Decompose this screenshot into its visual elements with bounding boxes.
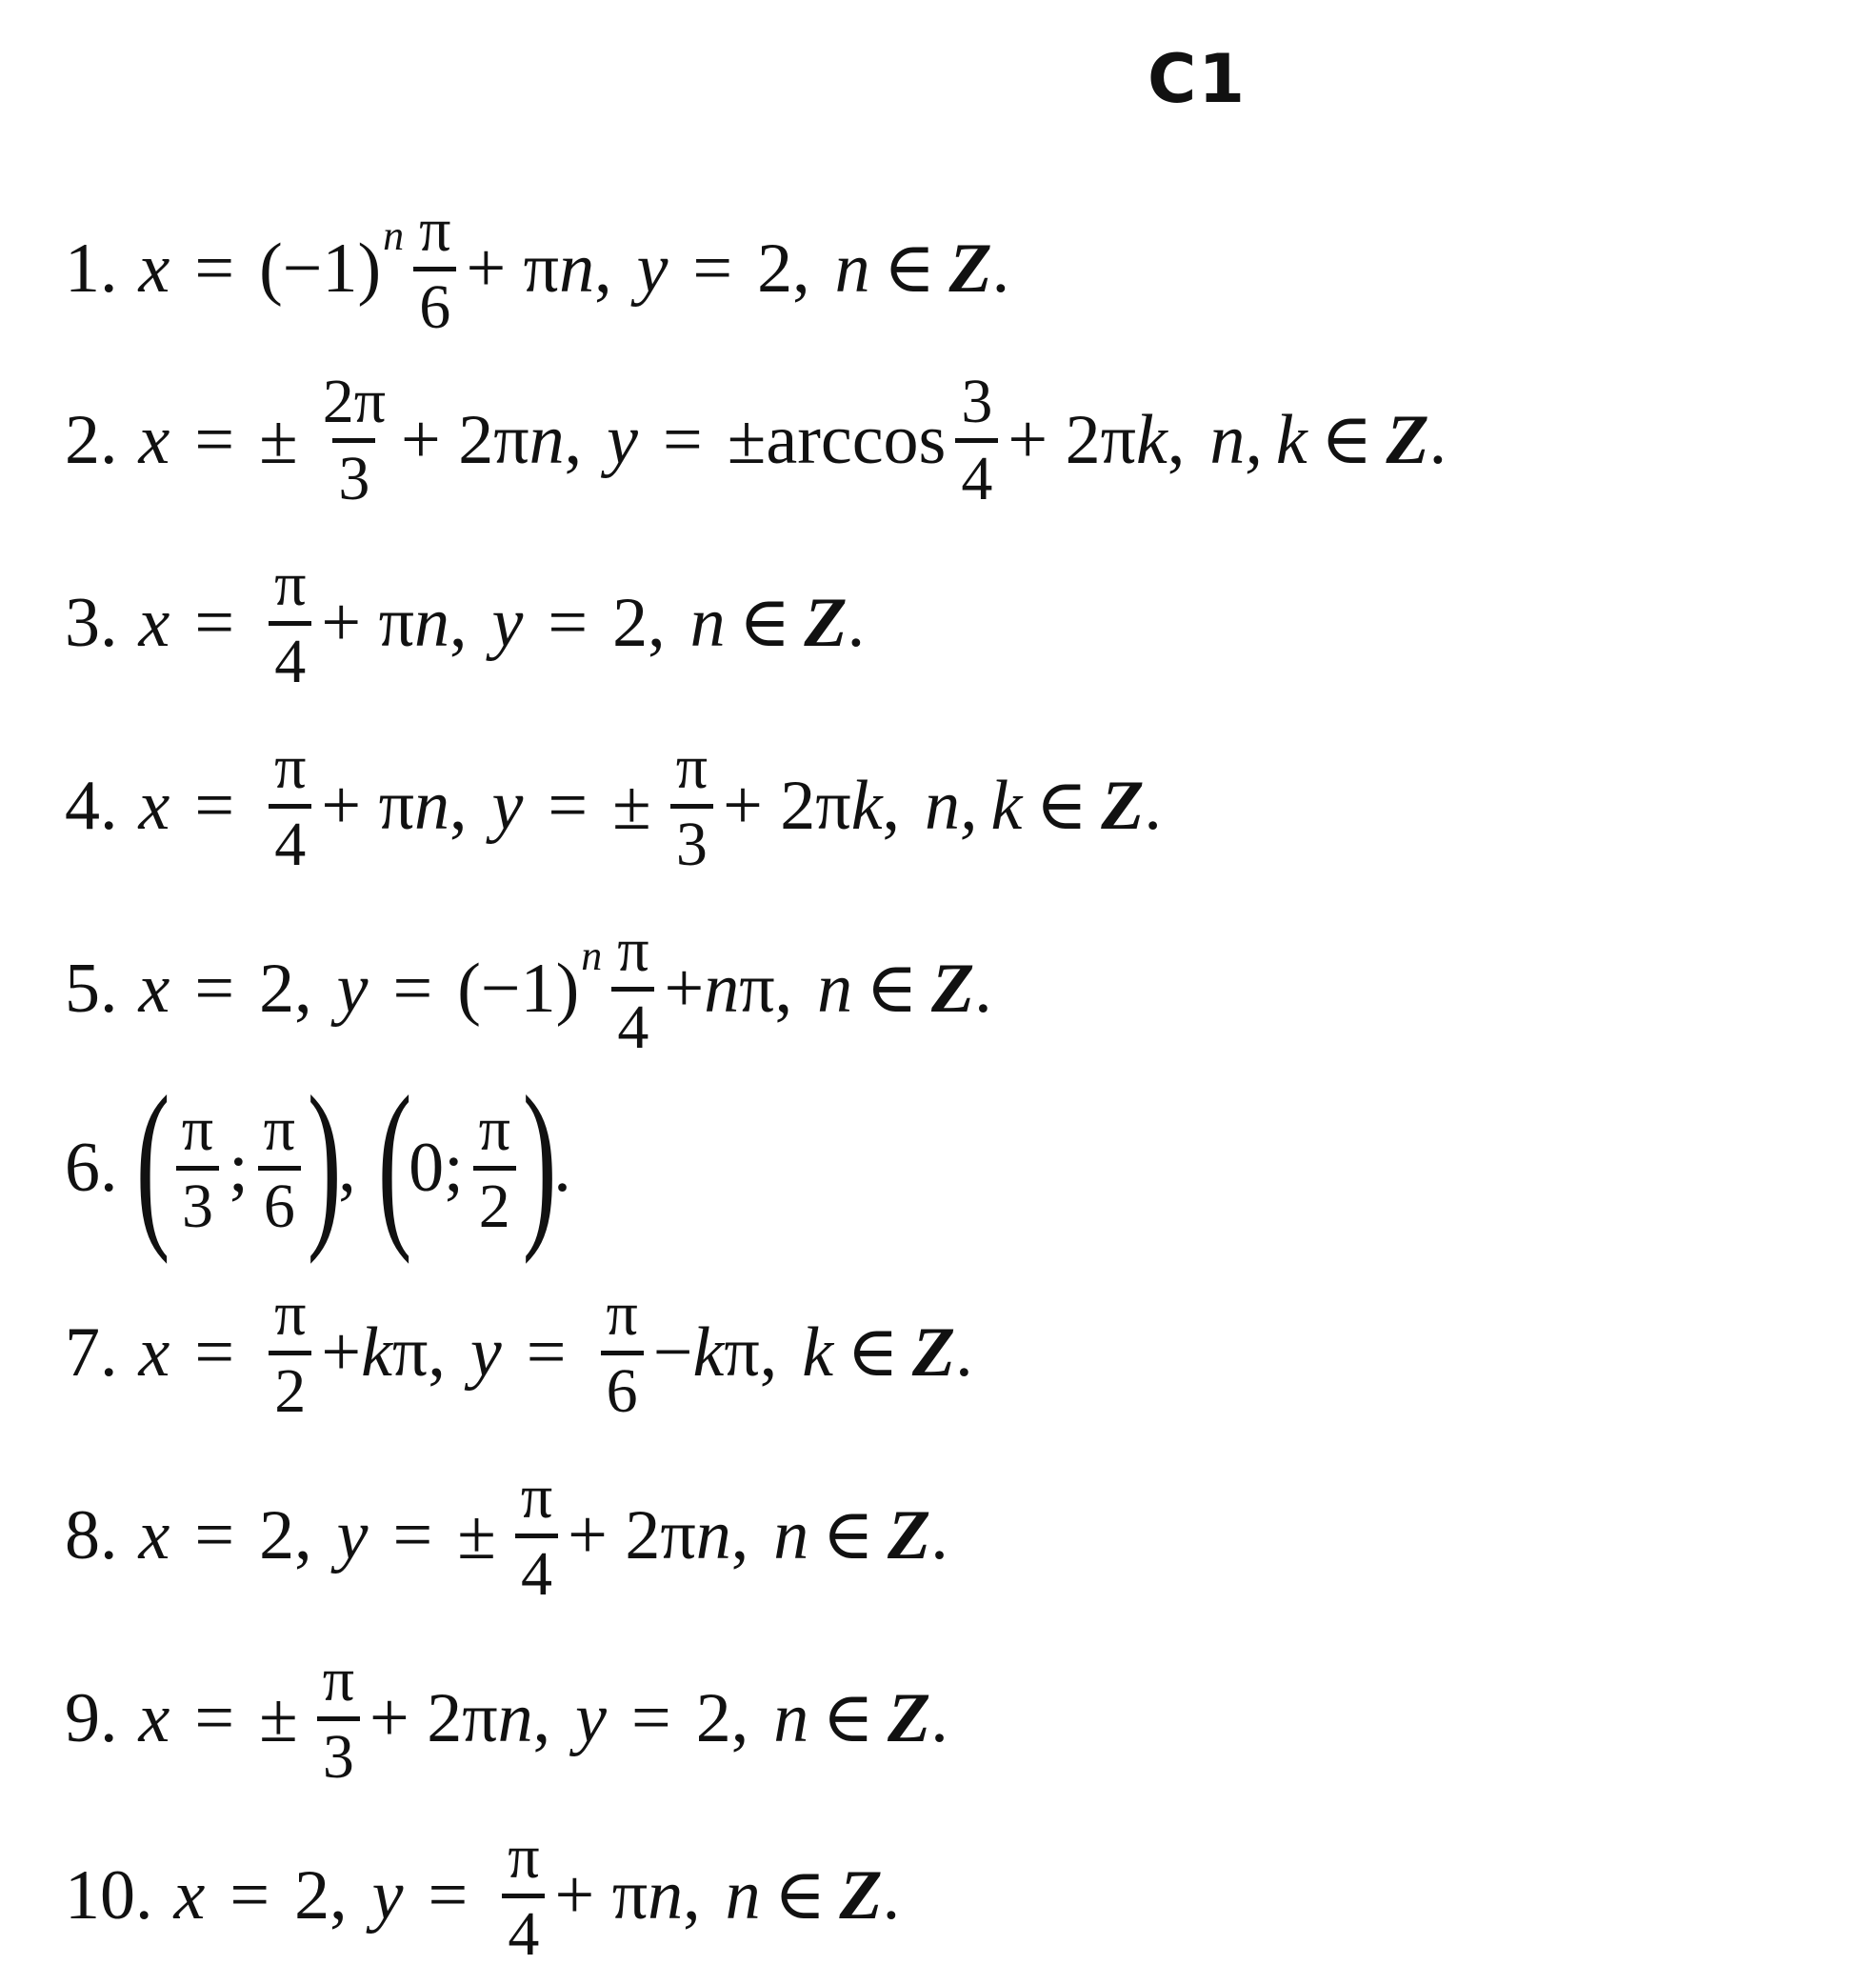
y-value: 2,: [695, 1679, 749, 1757]
answer-5: [65, 903, 992, 1074]
numerator: π: [419, 195, 451, 266]
var-y: y: [371, 1856, 404, 1935]
numerator: 2π: [322, 367, 387, 437]
equals-sign: =: [631, 1679, 671, 1757]
numerator: 3: [961, 367, 993, 437]
denominator: 3: [670, 804, 713, 876]
sign-factor: (−1): [457, 950, 580, 1028]
denominator: 3: [332, 438, 375, 511]
element-of: ∈: [822, 1679, 875, 1757]
right-paren: ): [522, 1058, 557, 1265]
answer-2: [65, 354, 1447, 526]
numerator: π: [274, 732, 307, 803]
fraction: [502, 1822, 545, 1969]
fraction: [317, 367, 391, 513]
var-n: n: [695, 1496, 731, 1574]
period: .: [955, 1313, 973, 1392]
denominator: 2: [473, 1166, 516, 1238]
section-heading: C1: [1148, 40, 1247, 118]
denominator: 3: [176, 1166, 219, 1238]
element-of: ∈: [883, 230, 936, 308]
answer-9: [65, 1633, 948, 1804]
fraction: [176, 1094, 219, 1241]
denominator: 6: [413, 267, 456, 339]
var-y: y: [607, 401, 639, 479]
term: + π: [321, 584, 415, 662]
fraction: [515, 1462, 558, 1609]
fraction: [955, 367, 998, 513]
pi-symbol: π,: [724, 1313, 778, 1392]
item-number: 10.: [65, 1856, 153, 1935]
period: .: [553, 1129, 571, 1207]
denominator: 4: [502, 1894, 545, 1966]
numerator: π: [617, 915, 649, 986]
item-number: 1.: [65, 230, 118, 308]
fraction: [670, 732, 713, 879]
var-x: x: [138, 1313, 170, 1392]
numerator: π: [606, 1279, 638, 1350]
equals-sign: =: [194, 401, 235, 479]
answer-8: [65, 1450, 948, 1621]
period: .: [847, 584, 866, 662]
element-of: ∈: [738, 584, 791, 662]
exponent: n: [581, 932, 603, 979]
period: .: [930, 1496, 948, 1574]
answer-3: [65, 537, 865, 709]
item-number: 4.: [65, 767, 118, 845]
integers-set: Z: [1386, 401, 1429, 479]
var-n: n: [704, 950, 740, 1028]
numerator: π: [181, 1094, 214, 1165]
term: + 2π: [568, 1496, 696, 1574]
var-x: x: [138, 950, 170, 1028]
var-n: n: [834, 230, 870, 308]
pi-symbol: π,: [739, 950, 793, 1028]
period: .: [1428, 401, 1447, 479]
equals-sign: =: [194, 230, 235, 308]
var-n: n: [817, 950, 853, 1028]
answer-10: [65, 1810, 900, 1981]
fraction: [473, 1094, 516, 1241]
var-y: y: [336, 950, 369, 1028]
numerator: π: [675, 732, 708, 803]
plus-minus: ±: [259, 401, 298, 479]
item-number: 6.: [65, 1129, 118, 1207]
equals-sign: =: [194, 1496, 235, 1574]
element-of: ∈: [773, 1856, 827, 1935]
arccos: arccos: [766, 401, 947, 479]
semicolon: ;: [229, 1129, 249, 1207]
var-x: x: [138, 1496, 170, 1574]
var-x: x: [138, 1679, 170, 1757]
var-k: k: [990, 767, 1023, 845]
equals-sign: =: [194, 1679, 235, 1757]
fraction: [269, 550, 311, 696]
var-y: y: [469, 1313, 502, 1392]
element-of: ∈: [866, 950, 918, 1028]
var-n: n: [725, 1856, 761, 1935]
var-n: n: [773, 1679, 809, 1757]
answer-1: [65, 183, 1009, 354]
numerator: π: [274, 1279, 307, 1350]
comma: ,: [338, 1129, 356, 1207]
period: .: [991, 230, 1010, 308]
equals-sign: =: [692, 230, 733, 308]
sign-factor: (−1): [259, 230, 382, 308]
equals-sign: =: [194, 950, 235, 1028]
element-of: ∈: [847, 1313, 899, 1392]
item-number: 2.: [65, 401, 118, 479]
var-n: n: [689, 584, 726, 662]
equals-sign: =: [526, 1313, 567, 1392]
denominator: 4: [269, 804, 311, 876]
item-number: 3.: [65, 584, 118, 662]
x-value: 2,: [259, 950, 312, 1028]
equals-sign: =: [548, 767, 589, 845]
term: + 2π: [369, 1679, 498, 1757]
var-n: n,: [1209, 401, 1263, 479]
equals-sign: =: [428, 1856, 469, 1935]
fraction: [611, 915, 654, 1062]
term: + π: [466, 230, 560, 308]
integers-set: Z: [804, 584, 848, 662]
term: + π: [554, 1856, 649, 1935]
denominator: 3: [317, 1716, 360, 1789]
term: + 2π: [1008, 401, 1136, 479]
equals-sign: =: [194, 1313, 235, 1392]
fraction: [413, 195, 456, 342]
comma: ,: [532, 1679, 551, 1757]
equals-sign: =: [663, 401, 703, 479]
var-k: k: [802, 1313, 834, 1392]
denominator: 6: [258, 1166, 301, 1238]
equals-sign: =: [392, 950, 433, 1028]
var-y: y: [491, 584, 524, 662]
var-y: y: [636, 230, 669, 308]
fraction: [600, 1279, 643, 1426]
comma: ,: [449, 584, 468, 662]
x-value: 2,: [294, 1856, 348, 1935]
var-y: y: [336, 1496, 369, 1574]
var-x: x: [138, 401, 170, 479]
item-number: 9.: [65, 1679, 118, 1757]
var-x: x: [138, 230, 170, 308]
period: .: [882, 1856, 901, 1935]
denominator: 2: [269, 1351, 311, 1423]
term: + 2π: [401, 401, 529, 479]
var-n: n: [529, 401, 565, 479]
comma: ,: [683, 1856, 701, 1935]
plus-minus: ±: [612, 767, 651, 845]
denominator: 4: [269, 621, 311, 693]
fraction: [269, 732, 311, 879]
integers-set: Z: [948, 230, 992, 308]
numerator: π: [322, 1645, 355, 1715]
numerator: π: [508, 1822, 540, 1893]
equals-sign: =: [194, 767, 235, 845]
denominator: 6: [601, 1351, 644, 1423]
comma: ,: [449, 767, 468, 845]
comma: ,: [882, 767, 901, 845]
integers-set: Z: [911, 1313, 956, 1392]
comma: ,: [1167, 401, 1186, 479]
var-y: y: [575, 1679, 608, 1757]
comma: ,: [564, 401, 583, 479]
zero: 0;: [409, 1129, 464, 1207]
numerator: π: [263, 1094, 295, 1165]
equals-sign: =: [230, 1856, 270, 1935]
answer-6: [65, 1058, 571, 1265]
numerator: π: [520, 1462, 553, 1533]
right-paren: ): [307, 1058, 342, 1265]
var-n: n: [648, 1856, 684, 1935]
var-n: n: [414, 767, 450, 845]
element-of: ∈: [1320, 401, 1373, 479]
equals-sign: =: [548, 584, 589, 662]
denominator: 4: [955, 438, 998, 511]
integers-set: Z: [839, 1856, 883, 1935]
var-k: k: [361, 1313, 393, 1392]
y-value: 2,: [757, 230, 810, 308]
pi-symbol: π,: [392, 1313, 446, 1392]
left-paren: (: [135, 1058, 170, 1265]
comma: ,: [730, 1496, 749, 1574]
answer-7: [65, 1267, 973, 1438]
var-x: x: [173, 1856, 206, 1935]
numerator: π: [478, 1094, 510, 1165]
left-paren: (: [377, 1058, 412, 1265]
integers-set: Z: [1101, 767, 1145, 845]
plus-minus: ±: [259, 1679, 298, 1757]
period: .: [930, 1679, 948, 1757]
item-number: 7.: [65, 1313, 118, 1392]
equals-sign: =: [392, 1496, 433, 1574]
var-y: y: [491, 767, 524, 845]
plus-minus: ±: [727, 401, 767, 479]
item-number: 5.: [65, 950, 118, 1028]
var-x: x: [138, 767, 170, 845]
fraction: [258, 1094, 301, 1241]
var-n: n: [497, 1679, 533, 1757]
period: .: [974, 950, 992, 1028]
element-of: ∈: [822, 1496, 875, 1574]
var-n: n,: [925, 767, 978, 845]
period: .: [1144, 767, 1162, 845]
var-k: k: [692, 1313, 725, 1392]
comma: ,: [594, 230, 612, 308]
denominator: 4: [611, 987, 654, 1059]
y-value: 2,: [612, 584, 666, 662]
denominator: 4: [515, 1534, 558, 1606]
plus-minus: ±: [457, 1496, 496, 1574]
var-k: k: [850, 767, 883, 845]
term: +: [664, 950, 705, 1028]
exponent: n: [383, 212, 405, 259]
term: + π: [321, 767, 415, 845]
integers-set: Z: [888, 1496, 931, 1574]
var-k: k: [1275, 401, 1307, 479]
fraction: [317, 1645, 360, 1792]
integers-set: Z: [930, 950, 975, 1028]
var-x: x: [138, 584, 170, 662]
var-n: n: [773, 1496, 809, 1574]
var-k: k: [1135, 401, 1168, 479]
fraction: [269, 1279, 311, 1426]
equals-sign: =: [194, 584, 235, 662]
numerator: π: [274, 550, 307, 620]
x-value: 2,: [259, 1496, 312, 1574]
term: +: [321, 1313, 362, 1392]
term: + 2π: [723, 767, 851, 845]
item-number: 8.: [65, 1496, 118, 1574]
term: −: [652, 1313, 693, 1392]
var-n: n: [559, 230, 595, 308]
element-of: ∈: [1035, 767, 1088, 845]
var-n: n: [414, 584, 450, 662]
answer-4: [65, 720, 1162, 892]
integers-set: Z: [888, 1679, 931, 1757]
